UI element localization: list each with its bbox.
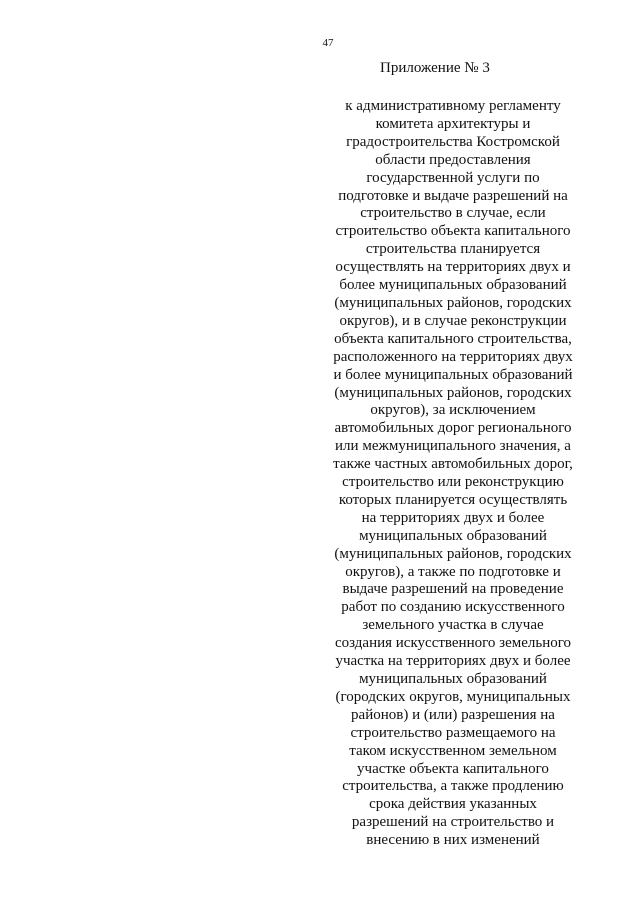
body-line: строительство объекта капитального bbox=[335, 223, 571, 240]
body-line: автомобильных дорог регионального bbox=[334, 420, 572, 437]
body-line: округов), а также по подготовке и bbox=[345, 563, 561, 580]
body-line: которых планируется осуществлять bbox=[338, 491, 568, 508]
body-line: подготовке и выдаче разрешений на bbox=[338, 187, 568, 204]
body-line: работ по созданию искусственного bbox=[341, 599, 565, 616]
body-line: (муниципальных районов, городских bbox=[334, 545, 572, 562]
body-line: комитета архитектуры и bbox=[375, 115, 531, 132]
body-line: участке объекта капитального bbox=[357, 760, 549, 777]
body-line: строительство или реконструкцию bbox=[342, 474, 564, 491]
body-line: (муниципальных районов, городских bbox=[334, 384, 572, 401]
body-line: строительства планируется bbox=[365, 241, 541, 258]
body-line: строительство в случае, если bbox=[360, 205, 546, 222]
body-line: градостроительства Костромской bbox=[346, 133, 560, 150]
body-line: создания искусственного земельного bbox=[334, 635, 572, 652]
body-line: муниципальных образований bbox=[359, 671, 547, 687]
body-line: на территориях двух и более bbox=[361, 509, 545, 526]
body-line: (муниципальных районов, городских bbox=[334, 294, 572, 311]
body-line: более муниципальных образований bbox=[339, 277, 567, 294]
body-line: разрешений на строительство и bbox=[351, 814, 555, 831]
appendix-body bbox=[308, 98, 598, 850]
body-line: строительство размещаемого на bbox=[350, 724, 556, 741]
body-line: также частных автомобильных дорог, bbox=[333, 456, 573, 473]
body-line: области предоставления bbox=[375, 151, 531, 168]
body-line: расположенного на территориях двух bbox=[333, 348, 573, 365]
page-number: 47 bbox=[322, 37, 334, 49]
body-line: внесению в них изменений bbox=[366, 832, 540, 849]
body-line: и более муниципальных образований bbox=[333, 366, 573, 383]
body-line: срока действия указанных bbox=[369, 796, 537, 813]
body-line: к административному регламенту bbox=[345, 98, 561, 114]
body-line: муниципальных образований bbox=[359, 527, 547, 544]
body-line: районов) и (или) разрешения на bbox=[351, 706, 555, 723]
appendix-title: Приложение № 3 bbox=[380, 60, 490, 76]
body-line: таком искусственном земельном bbox=[349, 742, 557, 759]
body-line: государственной услуги по bbox=[366, 169, 540, 186]
body-line: (городских округов, муниципальных bbox=[335, 688, 571, 705]
body-line: участка на территориях двух и более bbox=[335, 653, 571, 670]
body-line: выдаче разрешений на проведение bbox=[342, 581, 564, 598]
body-line: объекта капитального строительства, bbox=[334, 330, 572, 347]
body-line: осуществлять на территориях двух и bbox=[335, 259, 571, 276]
body-line: округов), и в случае реконструкции bbox=[339, 312, 567, 329]
body-line: или межмуниципального значения, а bbox=[335, 438, 571, 455]
body-line: округов), за исключением bbox=[370, 402, 536, 419]
body-line: строительства, а также продлению bbox=[342, 778, 564, 795]
body-line: земельного участка в случае bbox=[362, 617, 544, 634]
